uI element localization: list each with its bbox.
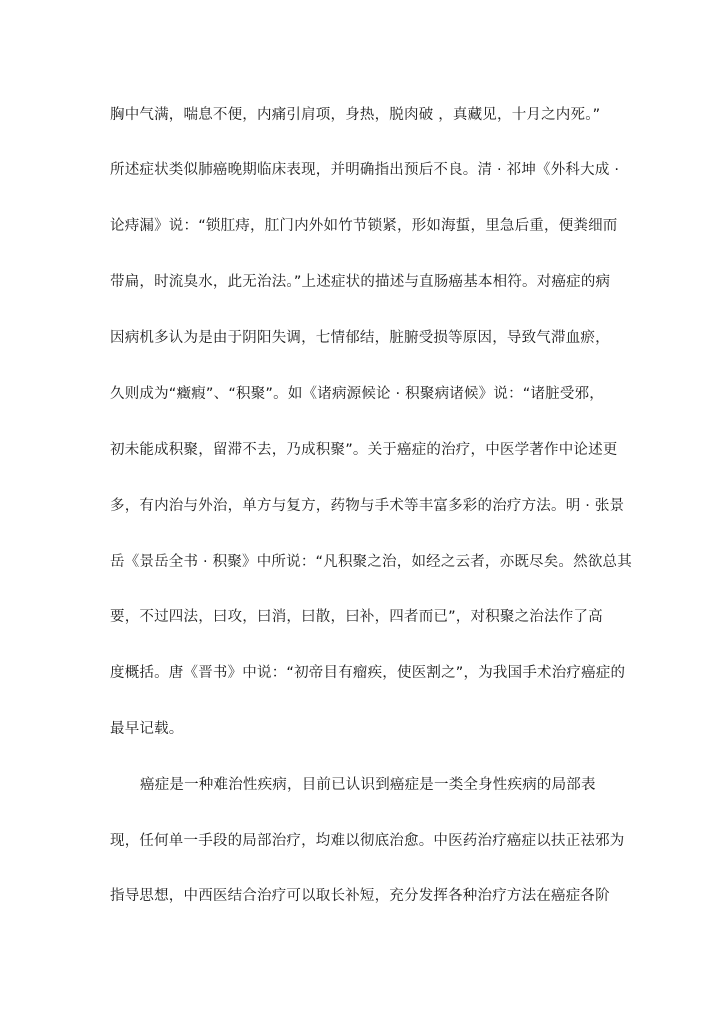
text-line-3: 论痔漏》说：“锁肛痔，肛门内外如竹节锁紧，形如海蜇，里急后重，便粪细而 xyxy=(110,218,618,234)
text-line-1: 胸中气满，喘息不便，内痛引肩项，身热，脱肉破 ，真藏见，十月之内死。” xyxy=(110,107,601,123)
text-line-11: 度概括。唐《晋书》中说：“初帝目有瘤疾，使医割之”，为我国手术治疗癌症的 xyxy=(110,665,626,681)
text-line-6: 久则成为“癥瘕”、“积聚”。如《诸病源候论 · 积聚病诸候》说：“诸脏受邪， xyxy=(110,386,604,402)
text-line-2: 所述症状类似肺癌晚期临床表现，并明确指出预后不良。清 · 祁坤《外科大成 · xyxy=(110,162,620,178)
text-line-8: 多，有内治与外治，单方与复方，药物与手术等丰富多彩的治疗方法。明 · 张景 xyxy=(110,498,625,514)
text-line-14: 现，任何单一手段的局部治疗，均难以彻底治愈。中医药治疗癌症以扶正祛邪为 xyxy=(110,833,625,849)
text-line-7: 初未能成积聚，留滞不去，乃成积聚”。关于癌症的治疗，中医学著作中论述更 xyxy=(110,442,618,458)
text-line-10: 要，不过四法，曰攻，曰消，曰散，曰补，四者而已”，对积聚之治法作了高 xyxy=(110,609,603,625)
text-line-5: 因病机多认为是由于阴阳失调，七情郁结，脏腑受损等原因，导致气滞血瘀， xyxy=(110,330,610,346)
text-line-12: 最早记载。 xyxy=(110,721,184,737)
text-line-4: 带扁，时流臭水，此无治法。”上述症状的描述与直肠癌基本相符。对癌症的病 xyxy=(110,274,611,290)
paragraph-start-line: 癌症是一种难治性疾病，目前已认识到癌症是一类全身性疾病的局部表 xyxy=(140,777,596,793)
text-line-9: 岳《景岳全书 · 积聚》中所说：“凡积聚之治，如经之云者，亦既尽矣。然欲总其 xyxy=(110,554,632,570)
text-line-15: 指导思想，中西医结合治疗可以取长补短，充分发挥各种治疗方法在癌症各阶 xyxy=(110,888,610,904)
